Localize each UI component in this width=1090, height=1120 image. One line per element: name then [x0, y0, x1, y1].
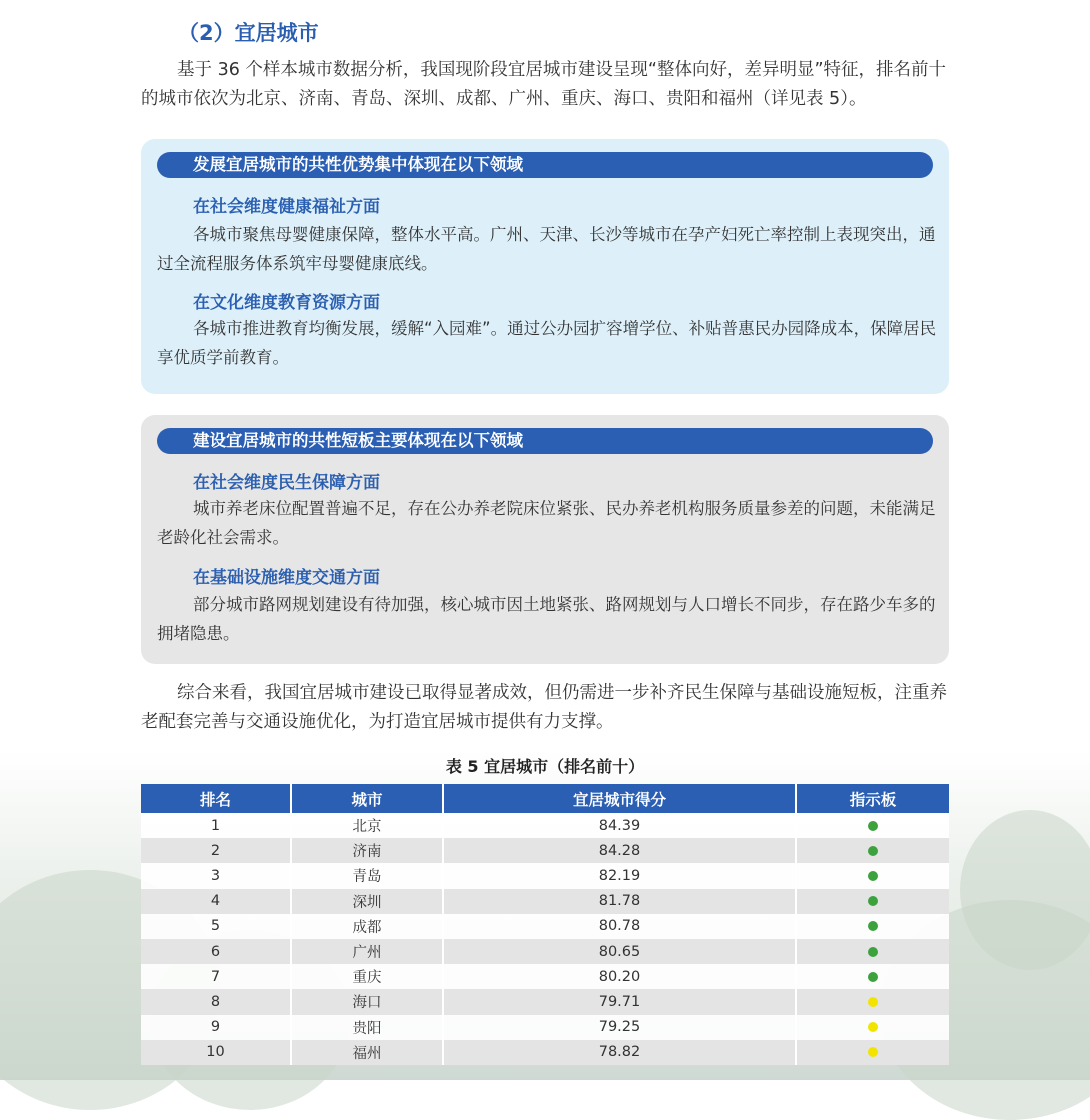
shortcomings-panel: [141, 415, 949, 664]
shortcoming-title-livelihood: 在社会维度民生保障方面: [193, 473, 380, 493]
cell-indicator: [797, 838, 949, 863]
cell-city: 广州: [292, 939, 444, 964]
table-row: [141, 838, 949, 863]
status-dot-icon: [868, 921, 878, 931]
cell-rank: 9: [141, 1015, 292, 1040]
cell-score: 79.71: [444, 989, 797, 1014]
intro-paragraph: 基于 36 个样本城市数据分析，我国现阶段宜居城市建设呈现“整体向好，差异明显”特征，排名前十的城市依次为北京、济南、青岛、深圳、成都、广州、重庆、海口、贵阳和福州（详见表 5）。: [141, 60, 947, 109]
table-caption: 表 5 宜居城市（排名前十）: [445, 757, 645, 776]
shortcoming-text-transport: 部分城市路网规划建设有待加强，核心城市因土地紧张、路网规划与人口增长不同步，存在路少车多的拥堵隐患。: [157, 595, 936, 643]
cell-score: 79.25: [444, 1015, 797, 1040]
advantage-text-education: 各城市推进教育均衡发展，缓解“入园难”。通过公办园扩容增学位、补贴普惠民办园降成本，保障居民享优质学前教育。: [157, 319, 937, 367]
table-row: [141, 863, 949, 888]
cell-score: 84.28: [444, 838, 797, 863]
shortcoming-text-livelihood: 城市养老床位配置普遍不足，存在公办养老院床位紧张、民办养老机构服务质量参差的问题，未能满足老龄化社会需求。: [157, 499, 936, 547]
table-row: [141, 964, 949, 989]
cell-score: 82.19: [444, 863, 797, 888]
cell-rank: 3: [141, 863, 292, 888]
shortcomings-header: 建设宜居城市的共性短板主要体现在以下领域: [157, 428, 933, 454]
cell-city: 福州: [292, 1040, 444, 1065]
cell-indicator: [797, 889, 949, 914]
status-dot-icon: [868, 871, 878, 881]
advantage-title-education: 在文化维度教育资源方面: [193, 293, 380, 313]
advantages-header: 发展宜居城市的共性优势集中体现在以下领域: [157, 152, 933, 178]
table-row: [141, 1015, 949, 1040]
cell-rank: 8: [141, 989, 292, 1014]
status-dot-icon: [868, 846, 878, 856]
table-row: [141, 813, 949, 838]
cell-score: 78.82: [444, 1040, 797, 1065]
cell-indicator: [797, 914, 949, 939]
header-score: 宜居城市得分: [444, 784, 797, 813]
header-indicator: 指示板: [797, 784, 949, 813]
cell-rank: 5: [141, 914, 292, 939]
header-city: 城市: [292, 784, 444, 813]
cell-indicator: [797, 964, 949, 989]
status-dot-icon: [868, 896, 878, 906]
cell-indicator: [797, 939, 949, 964]
cell-score: 80.20: [444, 964, 797, 989]
cell-city: 济南: [292, 838, 444, 863]
cell-city: 深圳: [292, 889, 444, 914]
cell-score: 80.65: [444, 939, 797, 964]
ranking-table: [141, 784, 949, 1065]
table-row: [141, 989, 949, 1014]
table-header-row: [141, 784, 949, 813]
cell-indicator: [797, 989, 949, 1014]
cell-score: 84.39: [444, 813, 797, 838]
cell-score: 81.78: [444, 889, 797, 914]
table-row: [141, 889, 949, 914]
cell-indicator: [797, 863, 949, 888]
table-row: [141, 1040, 949, 1065]
shortcoming-title-transport: 在基础设施维度交通方面: [193, 568, 380, 588]
cell-rank: 2: [141, 838, 292, 863]
cell-indicator: [797, 1040, 949, 1065]
status-dot-icon: [868, 1022, 878, 1032]
cell-rank: 6: [141, 939, 292, 964]
advantages-panel: [141, 139, 949, 394]
cell-city: 重庆: [292, 964, 444, 989]
status-dot-icon: [868, 972, 878, 982]
cell-rank: 10: [141, 1040, 292, 1065]
cell-indicator: [797, 1015, 949, 1040]
status-dot-icon: [868, 947, 878, 957]
cell-score: 80.78: [444, 914, 797, 939]
cell-rank: 4: [141, 889, 292, 914]
advantage-text-health: 各城市聚焦母婴健康保障，整体水平高。广州、天津、长沙等城市在孕产妇死亡率控制上表现突出，通过全流程服务体系筑牢母婴健康底线。: [157, 225, 936, 273]
table-row: [141, 939, 949, 964]
cell-city: 贵阳: [292, 1015, 444, 1040]
conclusion-paragraph: 综合来看，我国宜居城市建设已取得显著成效，但仍需进一步补齐民生保障与基础设施短板，注重养老配套完善与交通设施优化，为打造宜居城市提供有力支撑。: [141, 683, 947, 732]
status-dot-icon: [868, 821, 878, 831]
advantage-title-health: 在社会维度健康福祉方面: [193, 197, 380, 217]
status-dot-icon: [868, 997, 878, 1007]
cell-city: 北京: [292, 813, 444, 838]
cell-rank: 1: [141, 813, 292, 838]
table-body: [141, 813, 949, 1065]
cell-rank: 7: [141, 964, 292, 989]
table-row: [141, 914, 949, 939]
status-dot-icon: [868, 1047, 878, 1057]
cell-indicator: [797, 813, 949, 838]
cell-city: 海口: [292, 989, 444, 1014]
cell-city: 青岛: [292, 863, 444, 888]
header-rank: 排名: [141, 784, 292, 813]
section-title: （2）宜居城市: [178, 21, 319, 45]
cell-city: 成都: [292, 914, 444, 939]
